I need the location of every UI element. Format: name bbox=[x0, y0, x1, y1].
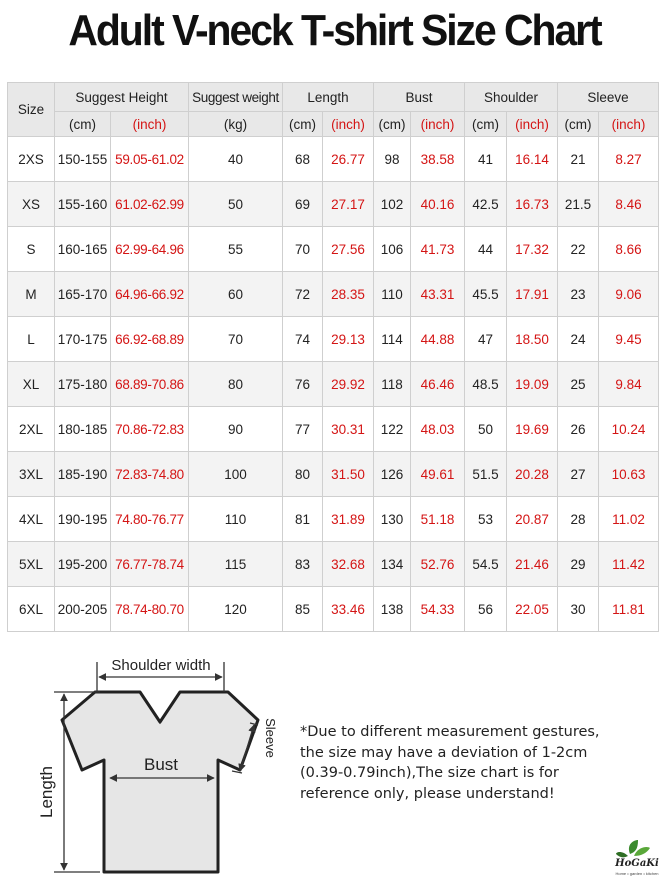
sleeve-label: Sleeve bbox=[263, 718, 278, 758]
measurement-cell: 195-200 bbox=[55, 542, 111, 587]
measurement-cell: 51.5 bbox=[465, 452, 507, 497]
measurement-cell: 52.76 bbox=[411, 542, 465, 587]
size-cell: XS bbox=[8, 182, 55, 227]
measurement-cell: 50 bbox=[465, 407, 507, 452]
measurement-cell: 54.33 bbox=[411, 587, 465, 632]
sleeve-header: Sleeve bbox=[558, 83, 659, 112]
measurement-cell: 28 bbox=[558, 497, 599, 542]
measurement-cell: 56 bbox=[465, 587, 507, 632]
measurement-cell: 74 bbox=[283, 317, 323, 362]
measurement-cell: 81 bbox=[283, 497, 323, 542]
measurement-cell: 29 bbox=[558, 542, 599, 587]
measurement-cell: 110 bbox=[189, 497, 283, 542]
size-cell: 6XL bbox=[8, 587, 55, 632]
measurement-cell: 21.46 bbox=[507, 542, 558, 587]
measurement-cell: 54.5 bbox=[465, 542, 507, 587]
measurement-cell: 11.81 bbox=[599, 587, 659, 632]
table-row bbox=[8, 407, 659, 452]
measurement-cell: 102 bbox=[374, 182, 411, 227]
size-cell: 3XL bbox=[8, 452, 55, 497]
measurement-cell: 180-185 bbox=[55, 407, 111, 452]
measurement-cell: 26.77 bbox=[323, 137, 374, 182]
measurement-cell: 175-180 bbox=[55, 362, 111, 407]
measurement-cell: 28.35 bbox=[323, 272, 374, 317]
measurement-cell: 76 bbox=[283, 362, 323, 407]
measurement-cell: 31.50 bbox=[323, 452, 374, 497]
measurement-cell: 10.24 bbox=[599, 407, 659, 452]
unit-header: (cm) bbox=[558, 112, 599, 137]
unit-header: (inch) bbox=[507, 112, 558, 137]
measurement-cell: 106 bbox=[374, 227, 411, 272]
shoulder-header: Shoulder bbox=[465, 83, 558, 112]
size-cell: XL bbox=[8, 362, 55, 407]
measurement-cell: 155-160 bbox=[55, 182, 111, 227]
measurement-cell: 98 bbox=[374, 137, 411, 182]
note-line: *Due to different measurement gestures, bbox=[300, 724, 600, 740]
table-row bbox=[8, 362, 659, 407]
unit-header: (kg) bbox=[189, 112, 283, 137]
measurement-cell: 23 bbox=[558, 272, 599, 317]
length-header: Length bbox=[283, 83, 374, 112]
measurement-cell: 60 bbox=[189, 272, 283, 317]
measurement-cell: 42.5 bbox=[465, 182, 507, 227]
measurement-cell: 126 bbox=[374, 452, 411, 497]
measurement-cell: 8.27 bbox=[599, 137, 659, 182]
measurement-cell: 16.14 bbox=[507, 137, 558, 182]
measurement-cell: 29.13 bbox=[323, 317, 374, 362]
size-cell: 2XS bbox=[8, 137, 55, 182]
measurement-cell: 19.09 bbox=[507, 362, 558, 407]
size-disclaimer-note bbox=[300, 722, 650, 804]
measurement-cell: 70 bbox=[283, 227, 323, 272]
measurement-cell: 27.56 bbox=[323, 227, 374, 272]
measurement-cell: 16.73 bbox=[507, 182, 558, 227]
measurement-cell: 200-205 bbox=[55, 587, 111, 632]
measurement-cell: 70.86-72.83 bbox=[111, 407, 189, 452]
measurement-cell: 43.31 bbox=[411, 272, 465, 317]
brand-tagline: Home • garden • kitchen bbox=[615, 871, 659, 876]
measurement-cell: 66.92-68.89 bbox=[111, 317, 189, 362]
bust-header: Bust bbox=[374, 83, 465, 112]
measurement-cell: 50 bbox=[189, 182, 283, 227]
table-row bbox=[8, 452, 659, 497]
size-chart-table bbox=[7, 82, 659, 632]
size-header: Size bbox=[8, 83, 55, 137]
measurement-cell: 46.46 bbox=[411, 362, 465, 407]
size-cell: 2XL bbox=[8, 407, 55, 452]
measurement-cell: 41 bbox=[465, 137, 507, 182]
height-header: Suggest Height bbox=[55, 83, 189, 112]
measurement-cell: 59.05-61.02 bbox=[111, 137, 189, 182]
measurement-cell: 22.05 bbox=[507, 587, 558, 632]
unit-header: (cm) bbox=[465, 112, 507, 137]
measurement-cell: 190-195 bbox=[55, 497, 111, 542]
measurement-cell: 11.42 bbox=[599, 542, 659, 587]
measurement-cell: 138 bbox=[374, 587, 411, 632]
measurement-cell: 40.16 bbox=[411, 182, 465, 227]
measurement-cell: 49.61 bbox=[411, 452, 465, 497]
table-row bbox=[8, 227, 659, 272]
measurement-cell: 68.89-70.86 bbox=[111, 362, 189, 407]
size-cell: M bbox=[8, 272, 55, 317]
measurement-cell: 31.89 bbox=[323, 497, 374, 542]
measurement-cell: 20.87 bbox=[507, 497, 558, 542]
table-row bbox=[8, 182, 659, 227]
measurement-cell: 118 bbox=[374, 362, 411, 407]
measurement-cell: 110 bbox=[374, 272, 411, 317]
measurement-cell: 9.06 bbox=[599, 272, 659, 317]
tshirt-measurement-diagram bbox=[0, 640, 300, 890]
measurement-cell: 27.17 bbox=[323, 182, 374, 227]
unit-header: (inch) bbox=[111, 112, 189, 137]
table-row bbox=[8, 137, 659, 182]
unit-header: (inch) bbox=[599, 112, 659, 137]
unit-header: (cm) bbox=[374, 112, 411, 137]
measurement-cell: 115 bbox=[189, 542, 283, 587]
measurement-cell: 22 bbox=[558, 227, 599, 272]
measurement-cell: 21.5 bbox=[558, 182, 599, 227]
measurement-cell: 32.68 bbox=[323, 542, 374, 587]
measurement-cell: 47 bbox=[465, 317, 507, 362]
measurement-cell: 100 bbox=[189, 452, 283, 497]
measurement-cell: 55 bbox=[189, 227, 283, 272]
measurement-cell: 51.18 bbox=[411, 497, 465, 542]
measurement-cell: 68 bbox=[283, 137, 323, 182]
unit-header: (inch) bbox=[323, 112, 374, 137]
measurement-cell: 29.92 bbox=[323, 362, 374, 407]
measurement-cell: 17.91 bbox=[507, 272, 558, 317]
measurement-cell: 160-165 bbox=[55, 227, 111, 272]
measurement-cell: 76.77-78.74 bbox=[111, 542, 189, 587]
measurement-cell: 114 bbox=[374, 317, 411, 362]
length-label: Length bbox=[37, 766, 56, 818]
measurement-cell: 18.50 bbox=[507, 317, 558, 362]
measurement-cell: 48.03 bbox=[411, 407, 465, 452]
measurement-cell: 30.31 bbox=[323, 407, 374, 452]
size-cell: L bbox=[8, 317, 55, 362]
measurement-cell: 19.69 bbox=[507, 407, 558, 452]
measurement-cell: 77 bbox=[283, 407, 323, 452]
measurement-cell: 61.02-62.99 bbox=[111, 182, 189, 227]
measurement-cell: 72.83-74.80 bbox=[111, 452, 189, 497]
measurement-cell: 27 bbox=[558, 452, 599, 497]
brand-name: HoGaKi bbox=[615, 858, 659, 869]
measurement-cell: 45.5 bbox=[465, 272, 507, 317]
measurement-cell: 134 bbox=[374, 542, 411, 587]
measurement-cell: 11.02 bbox=[599, 497, 659, 542]
unit-header: (inch) bbox=[411, 112, 465, 137]
page-title: Adult V-neck T-shirt Size Chart bbox=[68, 6, 601, 55]
unit-header: (cm) bbox=[55, 112, 111, 137]
measurement-cell: 44.88 bbox=[411, 317, 465, 362]
measurement-cell: 33.46 bbox=[323, 587, 374, 632]
measurement-cell: 170-175 bbox=[55, 317, 111, 362]
measurement-cell: 62.99-64.96 bbox=[111, 227, 189, 272]
measurement-cell: 165-170 bbox=[55, 272, 111, 317]
note-line: reference only, please understand! bbox=[300, 785, 555, 802]
measurement-cell: 21 bbox=[558, 137, 599, 182]
table-row bbox=[8, 497, 659, 542]
measurement-cell: 40 bbox=[189, 137, 283, 182]
measurement-cell: 70 bbox=[189, 317, 283, 362]
size-cell: 5XL bbox=[8, 542, 55, 587]
measurement-cell: 8.66 bbox=[599, 227, 659, 272]
measurement-cell: 41.73 bbox=[411, 227, 465, 272]
measurement-cell: 17.32 bbox=[507, 227, 558, 272]
measurement-cell: 20.28 bbox=[507, 452, 558, 497]
measurement-cell: 25 bbox=[558, 362, 599, 407]
shoulder-width-label: Shoulder width bbox=[111, 657, 211, 674]
weight-header: Suggest weight bbox=[189, 83, 283, 112]
table-row bbox=[8, 587, 659, 632]
measurement-cell: 83 bbox=[283, 542, 323, 587]
measurement-cell: 48.5 bbox=[465, 362, 507, 407]
table-row bbox=[8, 317, 659, 362]
measurement-cell: 130 bbox=[374, 497, 411, 542]
measurement-cell: 64.96-66.92 bbox=[111, 272, 189, 317]
note-line: the size may have a deviation of 1-2cm bbox=[300, 744, 588, 761]
tshirt-outline-icon bbox=[62, 692, 258, 872]
table-row bbox=[8, 542, 659, 587]
table-row bbox=[8, 272, 659, 317]
measurement-cell: 80 bbox=[283, 452, 323, 497]
measurement-cell: 53 bbox=[465, 497, 507, 542]
measurement-cell: 30 bbox=[558, 587, 599, 632]
measurement-cell: 90 bbox=[189, 407, 283, 452]
measurement-cell: 69 bbox=[283, 182, 323, 227]
measurement-cell: 122 bbox=[374, 407, 411, 452]
measurement-cell: 9.84 bbox=[599, 362, 659, 407]
measurement-cell: 10.63 bbox=[599, 452, 659, 497]
measurement-cell: 8.46 bbox=[599, 182, 659, 227]
measurement-cell: 85 bbox=[283, 587, 323, 632]
note-line: (0.39-0.79inch),The size chart is for bbox=[300, 765, 559, 781]
measurement-cell: 120 bbox=[189, 587, 283, 632]
measurement-cell: 44 bbox=[465, 227, 507, 272]
unit-header: (cm) bbox=[283, 112, 323, 137]
size-cell: S bbox=[8, 227, 55, 272]
size-cell: 4XL bbox=[8, 497, 55, 542]
measurement-cell: 78.74-80.70 bbox=[111, 587, 189, 632]
measurement-cell: 150-155 bbox=[55, 137, 111, 182]
measurement-cell: 26 bbox=[558, 407, 599, 452]
measurement-cell: 9.45 bbox=[599, 317, 659, 362]
bust-label: Bust bbox=[143, 755, 179, 774]
measurement-cell: 74.80-76.77 bbox=[111, 497, 189, 542]
measurement-cell: 80 bbox=[189, 362, 283, 407]
measurement-cell: 185-190 bbox=[55, 452, 111, 497]
measurement-cell: 72 bbox=[283, 272, 323, 317]
measurement-cell: 38.58 bbox=[411, 137, 465, 182]
measurement-cell: 24 bbox=[558, 317, 599, 362]
